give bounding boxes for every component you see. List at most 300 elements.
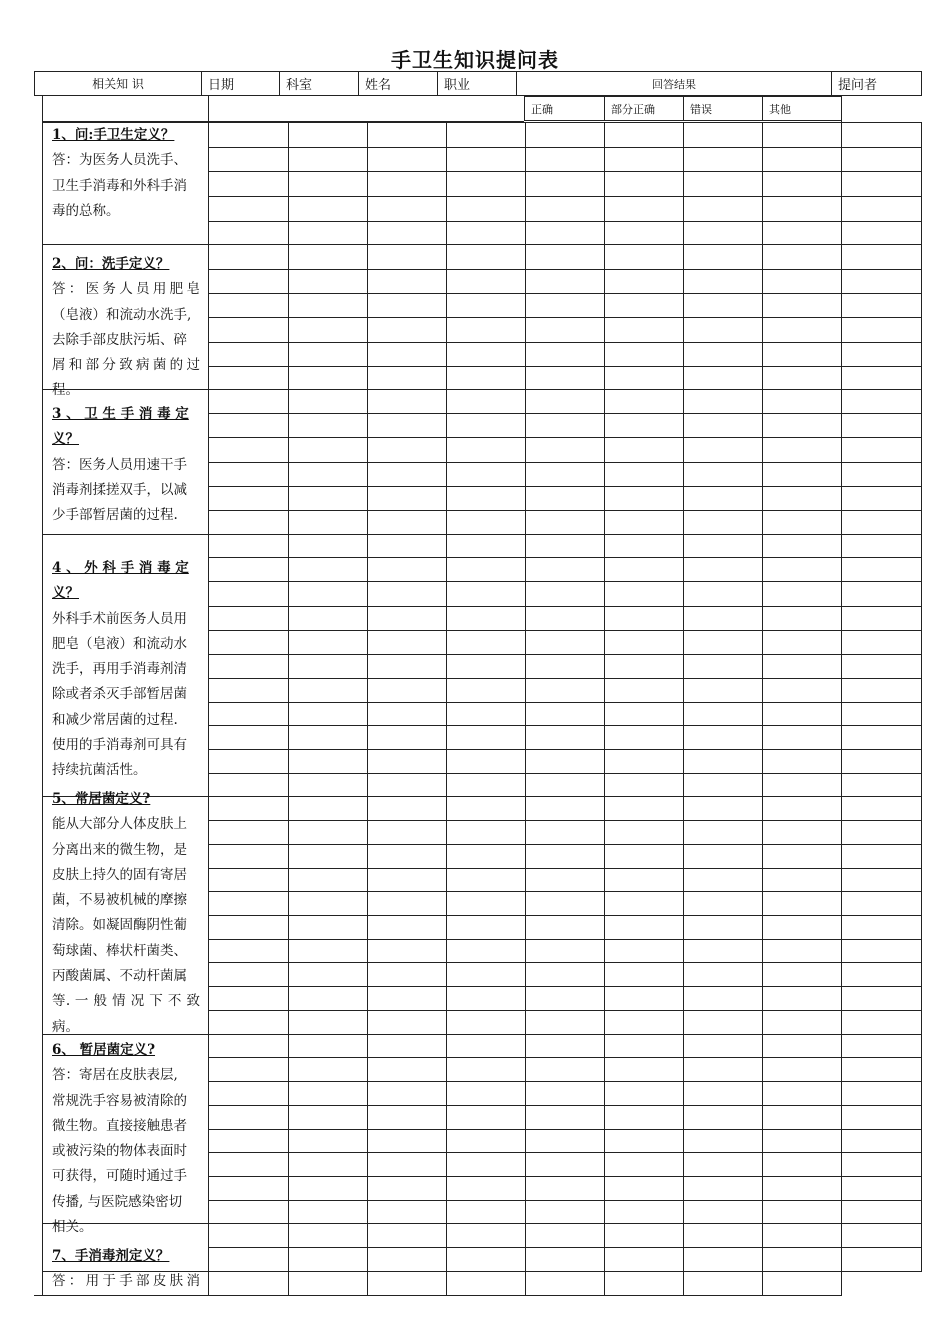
answer-cell[interactable] (209, 678, 289, 702)
answer-cell[interactable] (526, 437, 605, 462)
answer-cell[interactable] (368, 172, 447, 197)
answer-cell[interactable] (526, 631, 605, 655)
answer-cell[interactable] (368, 655, 447, 679)
answer-cell[interactable] (842, 437, 922, 462)
answer-cell[interactable] (684, 437, 763, 462)
answer-cell[interactable] (842, 270, 922, 294)
answer-cell[interactable] (209, 726, 289, 750)
answer-cell[interactable] (763, 462, 842, 487)
answer-cell[interactable] (447, 462, 526, 487)
answer-cell[interactable] (763, 1248, 842, 1272)
answer-cell[interactable] (289, 1105, 368, 1129)
answer-cell[interactable] (368, 1105, 447, 1129)
answer-cell[interactable] (842, 726, 922, 750)
answer-cell[interactable] (368, 293, 447, 318)
answer-cell[interactable] (447, 366, 526, 390)
answer-cell[interactable] (368, 462, 447, 487)
answer-cell[interactable] (368, 821, 447, 845)
answer-cell[interactable] (368, 1271, 447, 1295)
answer-cell[interactable] (842, 414, 922, 438)
answer-cell[interactable] (842, 172, 922, 197)
answer-cell[interactable] (605, 631, 684, 655)
answer-cell[interactable] (684, 892, 763, 916)
answer-cell[interactable] (447, 123, 526, 148)
answer-cell[interactable] (842, 892, 922, 916)
answer-cell[interactable] (842, 606, 922, 631)
answer-cell[interactable] (605, 437, 684, 462)
answer-cell[interactable] (368, 534, 447, 558)
answer-cell[interactable] (684, 987, 763, 1011)
answer-cell[interactable] (684, 293, 763, 318)
answer-cell[interactable] (605, 534, 684, 558)
answer-cell[interactable] (763, 366, 842, 390)
answer-cell[interactable] (842, 655, 922, 679)
answer-cell[interactable] (526, 655, 605, 679)
answer-cell[interactable] (447, 726, 526, 750)
answer-cell[interactable] (526, 1058, 605, 1082)
answer-cell[interactable] (684, 147, 763, 172)
answer-cell[interactable] (763, 1010, 842, 1034)
answer-cell[interactable] (842, 221, 922, 245)
answer-cell[interactable] (684, 343, 763, 367)
answer-cell[interactable] (447, 655, 526, 679)
answer-cell[interactable] (684, 270, 763, 294)
answer-cell[interactable] (605, 1248, 684, 1272)
answer-cell[interactable] (605, 1058, 684, 1082)
answer-cell[interactable] (447, 606, 526, 631)
answer-cell[interactable] (368, 245, 447, 270)
answer-cell[interactable] (289, 1224, 368, 1248)
answer-cell[interactable] (289, 221, 368, 245)
answer-cell[interactable] (289, 558, 368, 582)
answer-cell[interactable] (368, 1176, 447, 1200)
answer-cell[interactable] (368, 987, 447, 1011)
answer-cell[interactable] (368, 1082, 447, 1106)
answer-cell[interactable] (526, 868, 605, 892)
answer-cell[interactable] (526, 963, 605, 987)
answer-cell[interactable] (209, 343, 289, 367)
answer-cell[interactable] (605, 343, 684, 367)
answer-cell[interactable] (526, 414, 605, 438)
answer-cell[interactable] (209, 892, 289, 916)
answer-cell[interactable] (842, 1129, 922, 1153)
answer-cell[interactable] (209, 773, 289, 797)
answer-cell[interactable] (763, 702, 842, 726)
answer-cell[interactable] (209, 1224, 289, 1248)
answer-cell[interactable] (605, 318, 684, 343)
answer-cell[interactable] (526, 534, 605, 558)
answer-cell[interactable] (763, 437, 842, 462)
answer-cell[interactable] (289, 655, 368, 679)
answer-cell[interactable] (209, 510, 289, 534)
answer-cell[interactable] (368, 1248, 447, 1272)
answer-cell[interactable] (289, 1129, 368, 1153)
answer-cell[interactable] (763, 1058, 842, 1082)
answer-cell[interactable] (209, 172, 289, 197)
answer-cell[interactable] (209, 655, 289, 679)
answer-cell[interactable] (763, 773, 842, 797)
answer-cell[interactable] (605, 797, 684, 821)
answer-cell[interactable] (684, 750, 763, 774)
answer-cell[interactable] (368, 1058, 447, 1082)
answer-cell[interactable] (842, 123, 922, 148)
answer-cell[interactable] (763, 196, 842, 221)
answer-cell[interactable] (605, 1010, 684, 1034)
answer-cell[interactable] (447, 963, 526, 987)
answer-cell[interactable] (684, 868, 763, 892)
answer-cell[interactable] (447, 414, 526, 438)
answer-cell[interactable] (605, 123, 684, 148)
answer-cell[interactable] (842, 750, 922, 774)
answer-cell[interactable] (447, 245, 526, 270)
answer-cell[interactable] (526, 916, 605, 940)
answer-cell[interactable] (209, 1248, 289, 1272)
answer-cell[interactable] (209, 1153, 289, 1177)
answer-cell[interactable] (605, 487, 684, 511)
answer-cell[interactable] (368, 1153, 447, 1177)
answer-cell[interactable] (684, 1271, 763, 1295)
answer-cell[interactable] (684, 1224, 763, 1248)
answer-cell[interactable] (763, 726, 842, 750)
answer-cell[interactable] (447, 582, 526, 607)
answer-cell[interactable] (209, 797, 289, 821)
answer-cell[interactable] (684, 916, 763, 940)
answer-cell[interactable] (526, 678, 605, 702)
answer-cell[interactable] (289, 414, 368, 438)
answer-cell[interactable] (526, 172, 605, 197)
answer-cell[interactable] (209, 987, 289, 1011)
answer-cell[interactable] (209, 1058, 289, 1082)
answer-cell[interactable] (763, 939, 842, 963)
answer-cell[interactable] (289, 534, 368, 558)
answer-cell[interactable] (684, 534, 763, 558)
answer-cell[interactable] (763, 558, 842, 582)
answer-cell[interactable] (289, 147, 368, 172)
answer-cell[interactable] (763, 1200, 842, 1224)
answer-cell[interactable] (684, 414, 763, 438)
answer-cell[interactable] (842, 868, 922, 892)
answer-cell[interactable] (209, 123, 289, 148)
answer-cell[interactable] (684, 1248, 763, 1272)
answer-cell[interactable] (368, 414, 447, 438)
answer-cell[interactable] (526, 221, 605, 245)
answer-cell[interactable] (209, 147, 289, 172)
answer-cell[interactable] (605, 987, 684, 1011)
answer-cell[interactable] (684, 1129, 763, 1153)
answer-cell[interactable] (526, 702, 605, 726)
answer-cell[interactable] (289, 916, 368, 940)
answer-cell[interactable] (842, 821, 922, 845)
answer-cell[interactable] (209, 462, 289, 487)
answer-cell[interactable] (763, 172, 842, 197)
answer-cell[interactable] (526, 1010, 605, 1034)
answer-cell[interactable] (368, 726, 447, 750)
answer-cell[interactable] (289, 750, 368, 774)
answer-cell[interactable] (684, 318, 763, 343)
answer-cell[interactable] (842, 1058, 922, 1082)
answer-cell[interactable] (605, 1224, 684, 1248)
answer-cell[interactable] (368, 1200, 447, 1224)
answer-cell[interactable] (368, 221, 447, 245)
answer-cell[interactable] (684, 1082, 763, 1106)
answer-cell[interactable] (289, 487, 368, 511)
answer-cell[interactable] (605, 1176, 684, 1200)
answer-cell[interactable] (368, 1034, 447, 1058)
answer-cell[interactable] (605, 892, 684, 916)
answer-cell[interactable] (209, 582, 289, 607)
answer-cell[interactable] (842, 366, 922, 390)
answer-cell[interactable] (763, 606, 842, 631)
answer-cell[interactable] (842, 1082, 922, 1106)
answer-cell[interactable] (447, 270, 526, 294)
answer-cell[interactable] (842, 245, 922, 270)
answer-cell[interactable] (684, 678, 763, 702)
answer-cell[interactable] (368, 797, 447, 821)
answer-cell[interactable] (289, 343, 368, 367)
answer-cell[interactable] (209, 1129, 289, 1153)
answer-cell[interactable] (289, 797, 368, 821)
answer-cell[interactable] (763, 1082, 842, 1106)
answer-cell[interactable] (763, 1153, 842, 1177)
answer-cell[interactable] (605, 963, 684, 987)
answer-cell[interactable] (447, 318, 526, 343)
answer-cell[interactable] (209, 558, 289, 582)
answer-cell[interactable] (209, 939, 289, 963)
answer-cell[interactable] (209, 390, 289, 414)
answer-cell[interactable] (289, 582, 368, 607)
answer-cell[interactable] (605, 655, 684, 679)
answer-cell[interactable] (447, 773, 526, 797)
answer-cell[interactable] (763, 487, 842, 511)
answer-cell[interactable] (447, 750, 526, 774)
answer-cell[interactable] (447, 147, 526, 172)
answer-cell[interactable] (526, 147, 605, 172)
answer-cell[interactable] (209, 606, 289, 631)
answer-cell[interactable] (763, 797, 842, 821)
answer-cell[interactable] (763, 1224, 842, 1248)
answer-cell[interactable] (605, 1153, 684, 1177)
answer-cell[interactable] (447, 1082, 526, 1106)
answer-cell[interactable] (842, 582, 922, 607)
answer-cell[interactable] (289, 821, 368, 845)
answer-cell[interactable] (605, 462, 684, 487)
answer-cell[interactable] (368, 196, 447, 221)
answer-cell[interactable] (526, 1176, 605, 1200)
answer-cell[interactable] (605, 221, 684, 245)
answer-cell[interactable] (605, 678, 684, 702)
answer-cell[interactable] (842, 1153, 922, 1177)
answer-cell[interactable] (842, 390, 922, 414)
answer-cell[interactable] (447, 844, 526, 868)
answer-cell[interactable] (763, 147, 842, 172)
answer-cell[interactable] (289, 1082, 368, 1106)
answer-cell[interactable] (289, 844, 368, 868)
answer-cell[interactable] (763, 631, 842, 655)
answer-cell[interactable] (684, 1105, 763, 1129)
answer-cell[interactable] (763, 245, 842, 270)
answer-cell[interactable] (605, 1129, 684, 1153)
answer-cell[interactable] (447, 678, 526, 702)
answer-cell[interactable] (842, 1010, 922, 1034)
answer-cell[interactable] (842, 916, 922, 940)
answer-cell[interactable] (684, 123, 763, 148)
answer-cell[interactable] (447, 487, 526, 511)
answer-cell[interactable] (842, 293, 922, 318)
answer-cell[interactable] (526, 892, 605, 916)
answer-cell[interactable] (526, 245, 605, 270)
answer-cell[interactable] (368, 437, 447, 462)
answer-cell[interactable] (763, 821, 842, 845)
answer-cell[interactable] (684, 462, 763, 487)
answer-cell[interactable] (605, 750, 684, 774)
answer-cell[interactable] (763, 655, 842, 679)
answer-cell[interactable] (763, 916, 842, 940)
answer-cell[interactable] (763, 678, 842, 702)
answer-cell[interactable] (526, 1105, 605, 1129)
answer-cell[interactable] (526, 343, 605, 367)
answer-cell[interactable] (368, 844, 447, 868)
answer-cell[interactable] (368, 892, 447, 916)
answer-cell[interactable] (684, 702, 763, 726)
answer-cell[interactable] (842, 678, 922, 702)
answer-cell[interactable] (447, 510, 526, 534)
answer-cell[interactable] (447, 1271, 526, 1295)
answer-cell[interactable] (842, 147, 922, 172)
answer-cell[interactable] (209, 366, 289, 390)
answer-cell[interactable] (605, 414, 684, 438)
answer-cell[interactable] (289, 702, 368, 726)
answer-cell[interactable] (447, 221, 526, 245)
answer-cell[interactable] (209, 1176, 289, 1200)
answer-cell[interactable] (842, 987, 922, 1011)
answer-cell[interactable] (684, 1034, 763, 1058)
answer-cell[interactable] (684, 631, 763, 655)
answer-cell[interactable] (368, 487, 447, 511)
answer-cell[interactable] (289, 510, 368, 534)
answer-cell[interactable] (526, 123, 605, 148)
answer-cell[interactable] (684, 487, 763, 511)
answer-cell[interactable] (447, 892, 526, 916)
answer-cell[interactable] (763, 1105, 842, 1129)
answer-cell[interactable] (605, 1200, 684, 1224)
answer-cell[interactable] (447, 1105, 526, 1129)
answer-cell[interactable] (368, 510, 447, 534)
answer-cell[interactable] (842, 1200, 922, 1224)
answer-cell[interactable] (289, 987, 368, 1011)
answer-cell[interactable] (842, 534, 922, 558)
answer-cell[interactable] (842, 1248, 922, 1272)
answer-cell[interactable] (447, 196, 526, 221)
answer-cell[interactable] (368, 1010, 447, 1034)
answer-cell[interactable] (526, 939, 605, 963)
answer-cell[interactable] (368, 1129, 447, 1153)
answer-cell[interactable] (447, 797, 526, 821)
answer-cell[interactable] (368, 631, 447, 655)
answer-cell[interactable] (684, 821, 763, 845)
answer-cell[interactable] (368, 868, 447, 892)
answer-cell[interactable] (447, 172, 526, 197)
answer-cell[interactable] (526, 390, 605, 414)
answer-cell[interactable] (842, 510, 922, 534)
answer-cell[interactable] (368, 318, 447, 343)
answer-cell[interactable] (842, 939, 922, 963)
answer-cell[interactable] (763, 582, 842, 607)
answer-cell[interactable] (526, 196, 605, 221)
answer-cell[interactable] (684, 221, 763, 245)
answer-cell[interactable] (447, 1153, 526, 1177)
answer-cell[interactable] (209, 631, 289, 655)
answer-cell[interactable] (209, 1010, 289, 1034)
answer-cell[interactable] (684, 582, 763, 607)
answer-cell[interactable] (289, 1200, 368, 1224)
answer-cell[interactable] (447, 1224, 526, 1248)
answer-cell[interactable] (842, 844, 922, 868)
answer-cell[interactable] (289, 390, 368, 414)
answer-cell[interactable] (684, 196, 763, 221)
answer-cell[interactable] (447, 1176, 526, 1200)
answer-cell[interactable] (289, 1248, 368, 1272)
answer-cell[interactable] (763, 221, 842, 245)
answer-cell[interactable] (447, 343, 526, 367)
answer-cell[interactable] (684, 963, 763, 987)
answer-cell[interactable] (289, 245, 368, 270)
answer-cell[interactable] (209, 702, 289, 726)
answer-cell[interactable] (368, 1224, 447, 1248)
answer-cell[interactable] (684, 797, 763, 821)
answer-cell[interactable] (526, 1034, 605, 1058)
answer-cell[interactable] (447, 916, 526, 940)
answer-cell[interactable] (289, 1153, 368, 1177)
answer-cell[interactable] (684, 939, 763, 963)
answer-cell[interactable] (605, 582, 684, 607)
answer-cell[interactable] (526, 987, 605, 1011)
answer-cell[interactable] (289, 1010, 368, 1034)
answer-cell[interactable] (447, 821, 526, 845)
answer-cell[interactable] (842, 1034, 922, 1058)
answer-cell[interactable] (289, 868, 368, 892)
answer-cell[interactable] (763, 963, 842, 987)
answer-cell[interactable] (526, 558, 605, 582)
answer-cell[interactable] (684, 726, 763, 750)
answer-cell[interactable] (763, 987, 842, 1011)
answer-cell[interactable] (842, 462, 922, 487)
answer-cell[interactable] (447, 1010, 526, 1034)
answer-cell[interactable] (684, 773, 763, 797)
answer-cell[interactable] (209, 844, 289, 868)
answer-cell[interactable] (209, 868, 289, 892)
answer-cell[interactable] (526, 726, 605, 750)
answer-cell[interactable] (368, 147, 447, 172)
answer-cell[interactable] (605, 366, 684, 390)
answer-cell[interactable] (526, 270, 605, 294)
answer-cell[interactable] (842, 797, 922, 821)
answer-cell[interactable] (605, 1082, 684, 1106)
answer-cell[interactable] (763, 1176, 842, 1200)
answer-cell[interactable] (289, 462, 368, 487)
answer-cell[interactable] (684, 606, 763, 631)
answer-cell[interactable] (842, 1105, 922, 1129)
answer-cell[interactable] (368, 558, 447, 582)
answer-cell[interactable] (289, 963, 368, 987)
answer-cell[interactable] (289, 1058, 368, 1082)
answer-cell[interactable] (289, 366, 368, 390)
answer-cell[interactable] (209, 750, 289, 774)
answer-cell[interactable] (684, 1058, 763, 1082)
answer-cell[interactable] (289, 678, 368, 702)
answer-cell[interactable] (209, 1034, 289, 1058)
answer-cell[interactable] (684, 1200, 763, 1224)
answer-cell[interactable] (605, 245, 684, 270)
